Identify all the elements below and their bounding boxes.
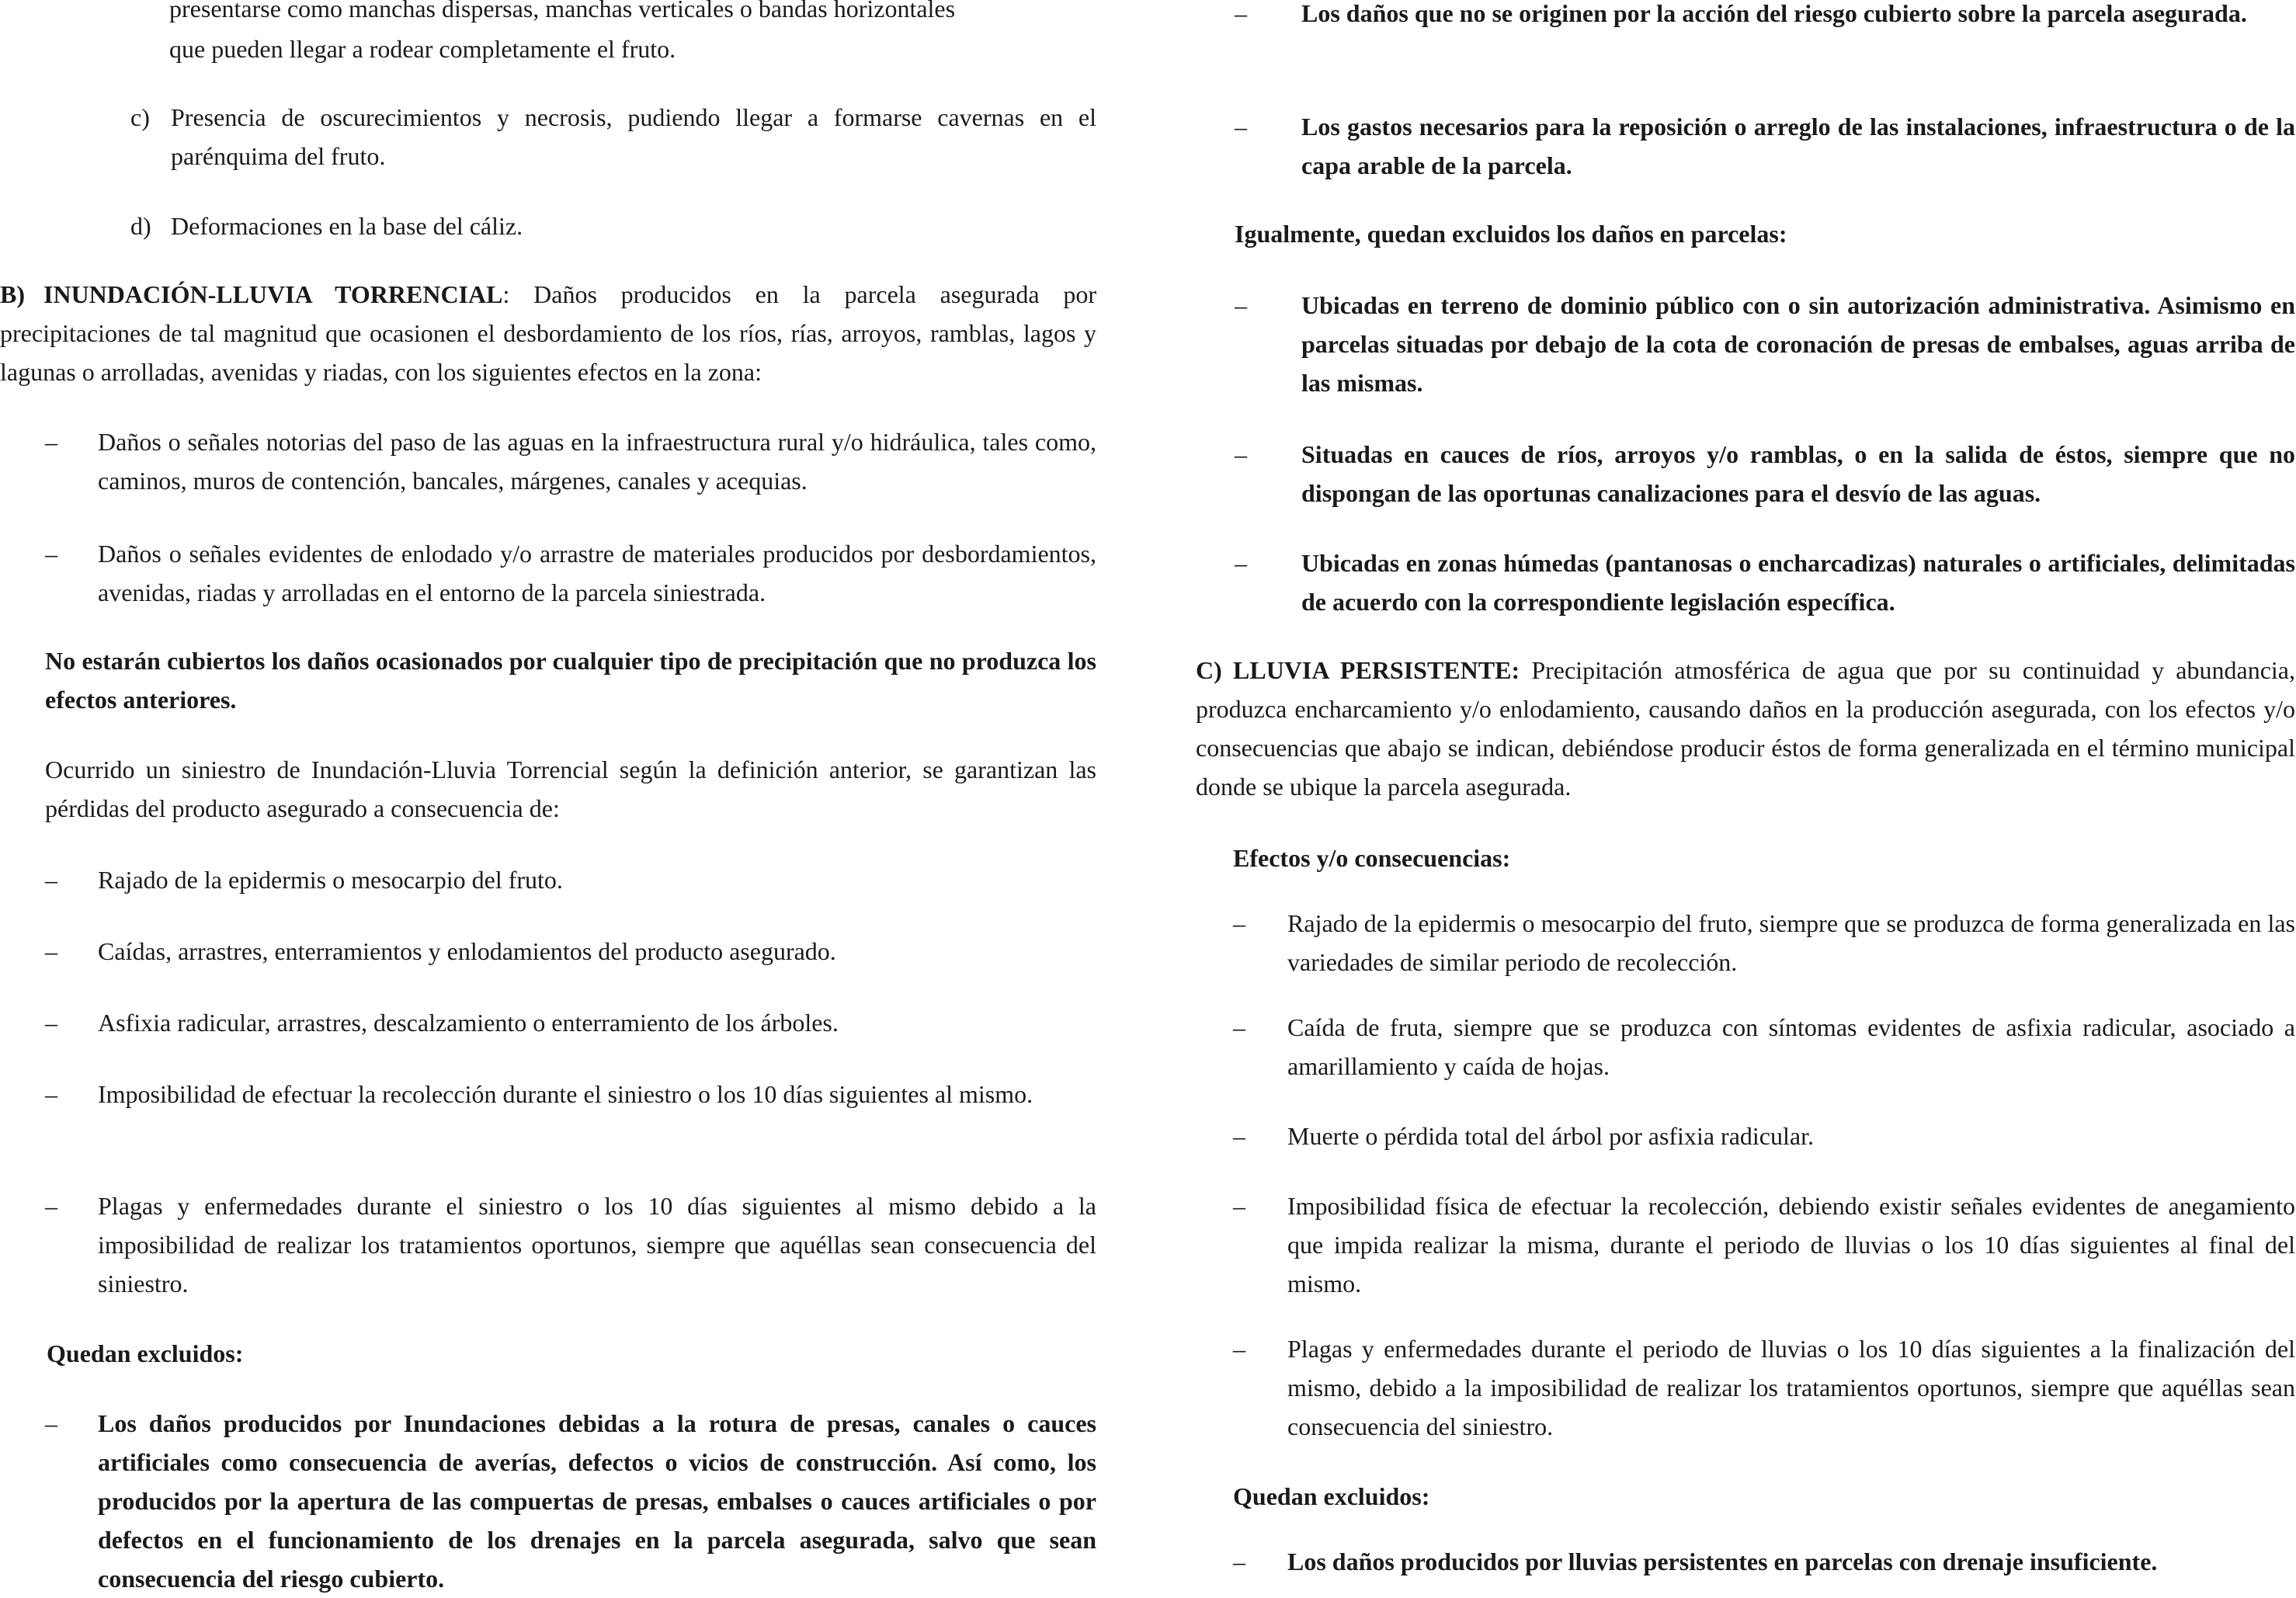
dash-icon: – [1233,909,1245,937]
parcel-text-2: Situadas en cauces de ríos, arroyos y/o ramblas, o en la salida de éstos, siempre que no dispongan de las oportunas canalizaciones para el desvío de las aguas. [1301,440,2295,507]
c-effect-text-3: Muerte o pérdida total del árbol por asfixia radicular. [1287,1122,1814,1150]
section-c-paragraph [1196,651,2295,806]
parcel-text-3: Ubicadas en zonas húmedas (pantanosas o encharcadizas) naturales o artificiales, delimitadas de acuerdo con la correspondiente legislación específica. [1301,549,2295,616]
dash-icon: – [1233,1335,1245,1363]
dash-icon: – [1233,1192,1245,1220]
excluded-heading-right: Quedan excluidos: [1233,1482,1430,1510]
section-b-marker: B) [0,280,25,308]
section-b-heading: INUNDACIÓN-LLUVIA TORRENCIAL [43,280,503,308]
intro-line-2: que pueden llegar a rodear completamente el fruto. [169,35,676,63]
section-b-text: : Daños producidos en la parcela asegurada por precipitaciones de tal magnitud que ocasionen el desbordamiento de los ríos, rías, arroyos, ramblas, lagos y lagunas o arrolladas, avenidas y riadas, con los siguientes efectos en la zona: [0,280,1097,386]
dash-icon: – [45,1192,57,1220]
guarantee-text-5: Plagas y enfermedades durante el siniestro o los 10 días siguientes al mismo debido a la imposibilidad de realizar los tratamientos oportunos, siempre que aquéllas sean consecuencia del siniestro. [98,1192,1096,1298]
guarantee-text-3: Asfixia radicular, arrastres, descalzamiento o enterramiento de los árboles. [98,1009,839,1037]
effects-heading: Efectos y/o consecuencias: [1233,844,1511,872]
dash-icon: – [45,1409,57,1437]
c-effect-text-5: Plagas y enfermedades durante el periodo de lluvias o los 10 días siguientes a la finalización del mismo, debido a la imposibilidad de realizar los tratamientos oportunos, siempre que aquéllas sean consecuencia del siniestro. [1287,1335,2295,1440]
parcels-heading: Igualmente, quedan excluidos los daños en parcelas: [1235,220,1787,248]
section-b-paragraph [0,275,1096,391]
dash-icon: – [1235,291,1247,319]
dash-icon: – [45,1009,57,1037]
list-text-c: Presencia de oscurecimientos y necrosis, pudiendo llegar a formarse cavernas en el parénquima del fruto. [171,103,1096,170]
list-marker-d: d) [130,212,151,240]
dash-icon: – [1233,1548,1245,1575]
dash-icon: – [1235,440,1247,468]
guarantee-text-4: Imposibilidad de efectuar la recolección durante el siniestro o los 10 días siguientes al mismo. [98,1080,1033,1108]
excluded-text-2: Los daños que no se originen por la acción del riesgo cubierto sobre la parcela asegurada. [1301,0,2247,27]
list-marker-c: c) [130,103,150,131]
guarantee-intro: Ocurrido un siniestro de Inundación-Lluvia Torrencial según la definición anterior, se garantizan las pérdidas del producto asegurado a consecuencia de: [45,756,1096,822]
dash-icon: – [45,428,57,456]
dash-icon: – [45,937,57,965]
c-effect-text-4: Imposibilidad física de efectuar la recolección, debiendo existir señales evidentes de anegamiento que impida realizar la misma, durante el periodo de lluvias o los 10 días siguientes al final del mismo. [1287,1192,2295,1298]
c-effect-text-2: Caída de fruta, siempre que se produzca con síntomas evidentes de asfixia radicular, asociado a amarillamiento y caída de hojas. [1287,1013,2295,1080]
excluded-text-1: Los daños producidos por Inundaciones debidas a la rotura de presas, canales o cauces artificiales como consecuencia de averías, defectos o vicios de construcción. Así como, los producidos por la apertura de las compuertas de presas, embalses o cauces artificiales o por defectos en el funcionamiento de los drenajes en la parcela asegurada, salvo que sean consecuencia del riesgo cubierto. [98,1409,1096,1593]
right-column [1196,0,2296,1595]
dash-icon: – [45,540,57,568]
section-c-text: Precipitación atmosférica de agua que por su continuidad y abundancia, produzca encharcamiento y/o enlodamiento, causando daños en la producción asegurada, con los efectos y/o consecuencias que abajo se indican, debiéndose producir éstos de forma generalizada en el término municipal donde se ubique la parcela asegurada. [1196,656,2296,801]
dash-icon: – [1235,549,1247,577]
dash-icon: – [1235,0,1247,27]
intro-line-1: presentarse como manchas dispersas, manchas verticales o bandas horizontales [169,0,956,23]
dash-icon: – [1233,1013,1245,1041]
guarantee-text-1: Rajado de la epidermis o mesocarpio del fruto. [98,866,563,894]
guarantee-text-2: Caídas, arrastres, enterramientos y enlodamientos del producto asegurado. [98,937,836,965]
excluded-heading-left: Quedan excluidos: [47,1339,244,1367]
dash-icon: – [45,1080,57,1108]
c-excluded-text: Los daños producidos por lluvias persistentes en parcelas con drenaje insuficiente. [1287,1548,2158,1575]
not-covered-note: No estarán cubiertos los daños ocasionados por cualquier tipo de precipitación que no produzca los efectos anteriores. [45,647,1096,714]
dash-icon: – [1235,113,1247,141]
list-text-d: Deformaciones en la base del cáliz. [171,212,523,240]
dash-icon: – [1233,1122,1245,1150]
parcel-text-1: Ubicadas en terreno de dominio público con o sin autorización administrativa. Asimismo en parcelas situadas por debajo de la cota de coronación de presas de embalses, aguas arriba de las mismas. [1301,291,2295,397]
section-c-heading: LLUVIA PERSISTENTE: [1233,656,1520,684]
effect-text-1: Daños o señales notorias del paso de las aguas en la infraestructura rural y/o hidráulica, tales como, caminos, muros de contención, bancales, márgenes, canales y acequias. [98,428,1096,495]
left-column [0,0,1103,1595]
c-effect-text-1: Rajado de la epidermis o mesocarpio del fruto, siempre que se produzca de forma generalizada en las variedades de similar periodo de recolección. [1287,909,2295,976]
dash-icon: – [45,866,57,894]
excluded-text-3: Los gastos necesarios para la reposición o arreglo de las instalaciones, infraestructura o de la capa arable de la parcela. [1301,113,2295,179]
section-c-marker: C) [1196,656,1222,684]
effect-text-2: Daños o señales evidentes de enlodado y/o arrastre de materiales producidos por desbordamientos, avenidas, riadas y arrolladas en el entorno de la parcela siniestrada. [98,540,1096,606]
